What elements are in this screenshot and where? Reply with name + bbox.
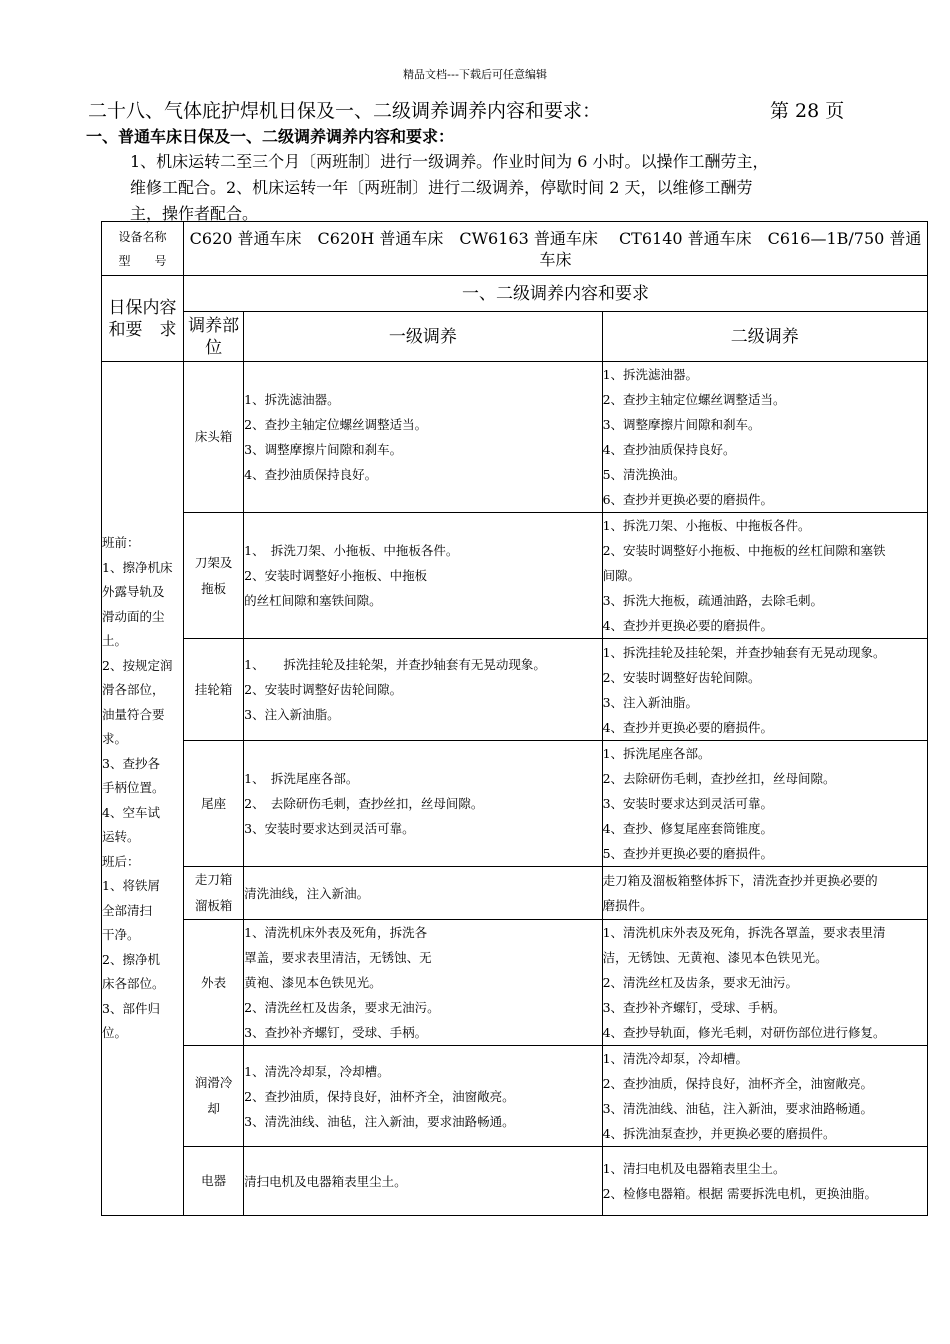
- level2-item: 3、拆洗大拖板，疏通油路，去除毛刺。: [602, 593, 824, 608]
- level2-item: 4、查抄油质保持良好。: [602, 442, 736, 457]
- level2-item: 2、去除研伤毛刺，查抄丝扣，丝母间隙。: [602, 771, 836, 786]
- part-cell: 尾座: [184, 741, 244, 867]
- level1-cell: [244, 1046, 602, 1147]
- level2-item: 3、查抄补齐螺钉，受球、手柄。: [602, 1000, 786, 1015]
- daily-content-line: 2、按规定润: [102, 657, 173, 673]
- intro-line: 维修工配合。2、机床运转一年〔两班制〕进行二级调养，停歇时间 2 天，以维修工酬劳: [130, 178, 753, 197]
- level2-item: 走刀箱及溜板箱整体拆下，清洗查抄并更换必要的: [602, 873, 878, 888]
- daily-content-line: 1、将铁屑: [102, 878, 160, 894]
- level1-item: 清洗油线，注入新油。: [244, 885, 370, 901]
- maintenance-table: [101, 221, 928, 1216]
- models-cell: C620 普通车床 C620H 普通车床 CW6163 普通车床 CT6140 普通车床 C616—1B/750 普通车床: [184, 222, 928, 276]
- daily-content-line: 4、空车试: [102, 804, 160, 820]
- level1-item: 2、查抄油质，保持良好，油杯齐全，油窗敞亮。: [244, 1088, 515, 1104]
- level2-item: 1、清洗冷却泵，冷却槽。: [602, 1051, 749, 1066]
- level2-item: 3、清洗油线、油毡，注入新油，要求油路畅通。: [602, 1101, 874, 1116]
- level1-cell: [244, 920, 602, 1046]
- part-header: 调养部位: [184, 312, 244, 362]
- part-cell: 走刀箱溜板箱: [184, 867, 244, 920]
- level1-item: 3、查抄补齐螺钉，受球、手柄。: [244, 1025, 428, 1040]
- part-cell: 挂轮箱: [184, 639, 244, 741]
- equipment-label: 设备名称: [118, 229, 167, 244]
- daily-content-cell: [102, 362, 184, 1216]
- level1-cell: [244, 513, 602, 639]
- level1-item: 2、安装时调整好齿轮间隙。: [244, 682, 403, 697]
- level2-item: 1、拆洗尾座各部。: [602, 746, 711, 761]
- level2-item: 2、安装时调整好齿轮间隙。: [602, 669, 761, 685]
- level1-item: 3、调整摩擦片间隙和刹车。: [244, 442, 403, 457]
- equipment-model-label-cell: [102, 222, 184, 276]
- level2-item: 1、拆洗刀架、小拖板、中拖板各件。: [602, 518, 811, 533]
- daily-content-line: 滑各部位，: [102, 682, 165, 698]
- daily-content-line: 3、查抄各: [102, 755, 160, 771]
- level1-item: 2、清洗丝杠及齿条，要求无油污。: [244, 1000, 440, 1015]
- level1-item: 3、安装时要求达到灵活可靠。: [244, 821, 415, 836]
- level1-item: 黄袍、漆见本色铁见光。: [244, 975, 382, 990]
- level1-item: 1、 拆洗刀架、小拖板、中拖板各件。: [244, 543, 459, 558]
- level2-item: 4、查抄并更换必要的磨损件。: [602, 618, 774, 633]
- table-row: [102, 1147, 928, 1216]
- daily-content-line: 滑动面的尘: [102, 608, 165, 624]
- level1-item: 2、查抄主轴定位螺丝调整适当。: [244, 417, 428, 432]
- intro-paragraph: [130, 149, 890, 227]
- level1-cell: [244, 1147, 602, 1216]
- level2-cell: [602, 362, 927, 513]
- table-row: [102, 920, 928, 1046]
- daily-content-line: 班前：: [102, 535, 140, 551]
- level1-cell: [244, 741, 602, 867]
- daily-content-line: 油量符合要: [102, 706, 165, 722]
- model-label: 型 号: [118, 253, 167, 268]
- daily-content-line: 3、部件归: [102, 1000, 160, 1016]
- daily-content-line: 班后：: [102, 853, 140, 869]
- level1-item: 1、拆洗滤油器。: [244, 392, 340, 407]
- level2-cell: [602, 920, 927, 1046]
- level2-item: 1、清洗机床外表及死角，拆洗各罩盖，要求表里清: [602, 925, 886, 940]
- level2-item: 3、注入新油脂。: [602, 694, 699, 710]
- level2-item: 1、清扫电机及电器箱表里尘土。: [602, 1161, 786, 1176]
- level2-item: 5、清洗换油。: [602, 467, 686, 482]
- level1-item: 4、查抄油质保持良好。: [244, 467, 378, 482]
- level1-cell: [244, 639, 602, 741]
- level2-item: 间隙。: [602, 568, 641, 583]
- watermark: 精品文档---下载后可任意编辑: [403, 68, 547, 81]
- page-number: 第 28 页: [770, 100, 845, 122]
- level2-cell: [602, 867, 927, 920]
- level2-item: 2、查抄油质，保持良好，油杯齐全，油窗敞亮。: [602, 1076, 874, 1091]
- level1-item: 1、清洗冷却泵，冷却槽。: [244, 1063, 390, 1079]
- level2-item: 4、拆洗油泵查抄，并更换必要的磨损件。: [602, 1126, 836, 1141]
- daily-content-line: 运转。: [102, 829, 140, 845]
- level2-item: 1、拆洗挂轮及挂轮架，并查抄轴套有无晃动现象。: [602, 644, 886, 660]
- part-cell: 润滑冷却: [184, 1046, 244, 1147]
- daily-content-line: 干净。: [102, 927, 140, 943]
- daily-header: 日保内容和要 求: [102, 276, 184, 362]
- level1-item: 2、 去除研伤毛刺，查抄丝扣，丝母间隙。: [244, 796, 484, 811]
- table-row: [102, 513, 928, 639]
- level2-item: 5、查抄并更换必要的磨损件。: [602, 846, 774, 861]
- level2-item: 洁，无锈蚀、无黄袍、漆见本色铁见光。: [602, 950, 828, 965]
- level1-item: 3、清洗油线、油毡，注入新油，要求油路畅通。: [244, 1113, 515, 1129]
- section-title: 一、普通车床日保及一、二级调养调养内容和要求：: [86, 127, 455, 146]
- table-row: [102, 867, 928, 920]
- table-row: [102, 639, 928, 741]
- level2-item: 2、安装时调整好小拖板、中拖板的丝杠间隙和塞铁: [602, 543, 886, 558]
- level2-item: 2、查抄主轴定位螺丝调整适当。: [602, 392, 786, 407]
- document-title: 二十八、气体庇护焊机日保及一、二级调养调养内容和要求：: [88, 100, 602, 122]
- part-cell: 床头箱: [184, 362, 244, 513]
- table-row: [102, 362, 928, 513]
- level1-item: 1、清洗机床外表及死角，拆洗各: [244, 925, 428, 940]
- level2-cell: [602, 741, 927, 867]
- level2-cell: [602, 639, 927, 741]
- level2-cell: [602, 1147, 927, 1216]
- level2-item: 3、调整摩擦片间隙和刹车。: [602, 417, 761, 432]
- level2-cell: [602, 1046, 927, 1147]
- level2-item: 4、查抄导轨面，修光毛刺，对研伤部位进行修复。: [602, 1025, 886, 1040]
- daily-content-line: 位。: [102, 1025, 128, 1041]
- part-cell: 刀架及拖板: [184, 513, 244, 639]
- level1-item: 的丝杠间隙和塞铁间隙。: [244, 593, 382, 608]
- level2-item: 2、清洗丝杠及齿条，要求无油污。: [602, 975, 799, 990]
- level2-item: 1、拆洗滤油器。: [602, 367, 699, 382]
- level2-cell: [602, 513, 927, 639]
- daily-content-line: 床各部位。: [102, 976, 165, 992]
- level1-item: 2、安装时调整好小拖板、中拖板: [244, 568, 428, 583]
- level2-header: 二级调养: [602, 312, 927, 362]
- level1-cell: [244, 362, 602, 513]
- maintenance-header: 一、二级调养内容和要求: [184, 276, 928, 312]
- level2-item: 4、查抄并更换必要的磨损件。: [602, 719, 774, 735]
- level1-item: 清扫电机及电器箱表里尘土。: [244, 1173, 407, 1189]
- daily-content-line: 外露导轨及: [102, 584, 165, 600]
- level1-item: 罩盖，要求表里清洁，无锈蚀、无: [244, 950, 432, 965]
- daily-content-line: 土。: [102, 633, 128, 649]
- daily-content-line: 2、擦净机: [102, 951, 160, 967]
- daily-content-line: 求。: [102, 731, 128, 747]
- table-row: [102, 1046, 928, 1147]
- level2-item: 磨损件。: [602, 898, 653, 913]
- daily-content-line: 1、擦净机床: [102, 559, 173, 575]
- part-cell: 外表: [184, 920, 244, 1046]
- level1-item: 1、 拆洗尾座各部。: [244, 771, 359, 786]
- level1-item: 1、 拆洗挂轮及挂轮架，并查抄轴套有无晃动现象。: [244, 657, 546, 672]
- level1-item: 3、注入新油脂。: [244, 707, 340, 722]
- level2-item: 2、检修电器箱。根据 需要拆洗电机，更换油脂。: [602, 1186, 878, 1201]
- daily-content-line: 全部清扫: [102, 902, 153, 918]
- intro-line: 1、机床运转二至三个月〔两班制〕进行一级调养。作业时间为 6 小时。以操作工酬劳主，: [130, 152, 769, 171]
- part-cell: 电器: [184, 1147, 244, 1216]
- level1-header: 一级调养: [244, 312, 602, 362]
- level2-item: 6、查抄并更换必要的磨损件。: [602, 492, 774, 507]
- table-row: [102, 741, 928, 867]
- intro-line: 主，操作者配合。: [130, 204, 259, 223]
- level2-item: 3、安装时要求达到灵活可靠。: [602, 796, 774, 811]
- level2-item: 4、查抄、修复尾座套筒锥度。: [602, 821, 774, 836]
- daily-content-line: 手柄位置。: [102, 780, 165, 796]
- level1-cell: [244, 867, 602, 920]
